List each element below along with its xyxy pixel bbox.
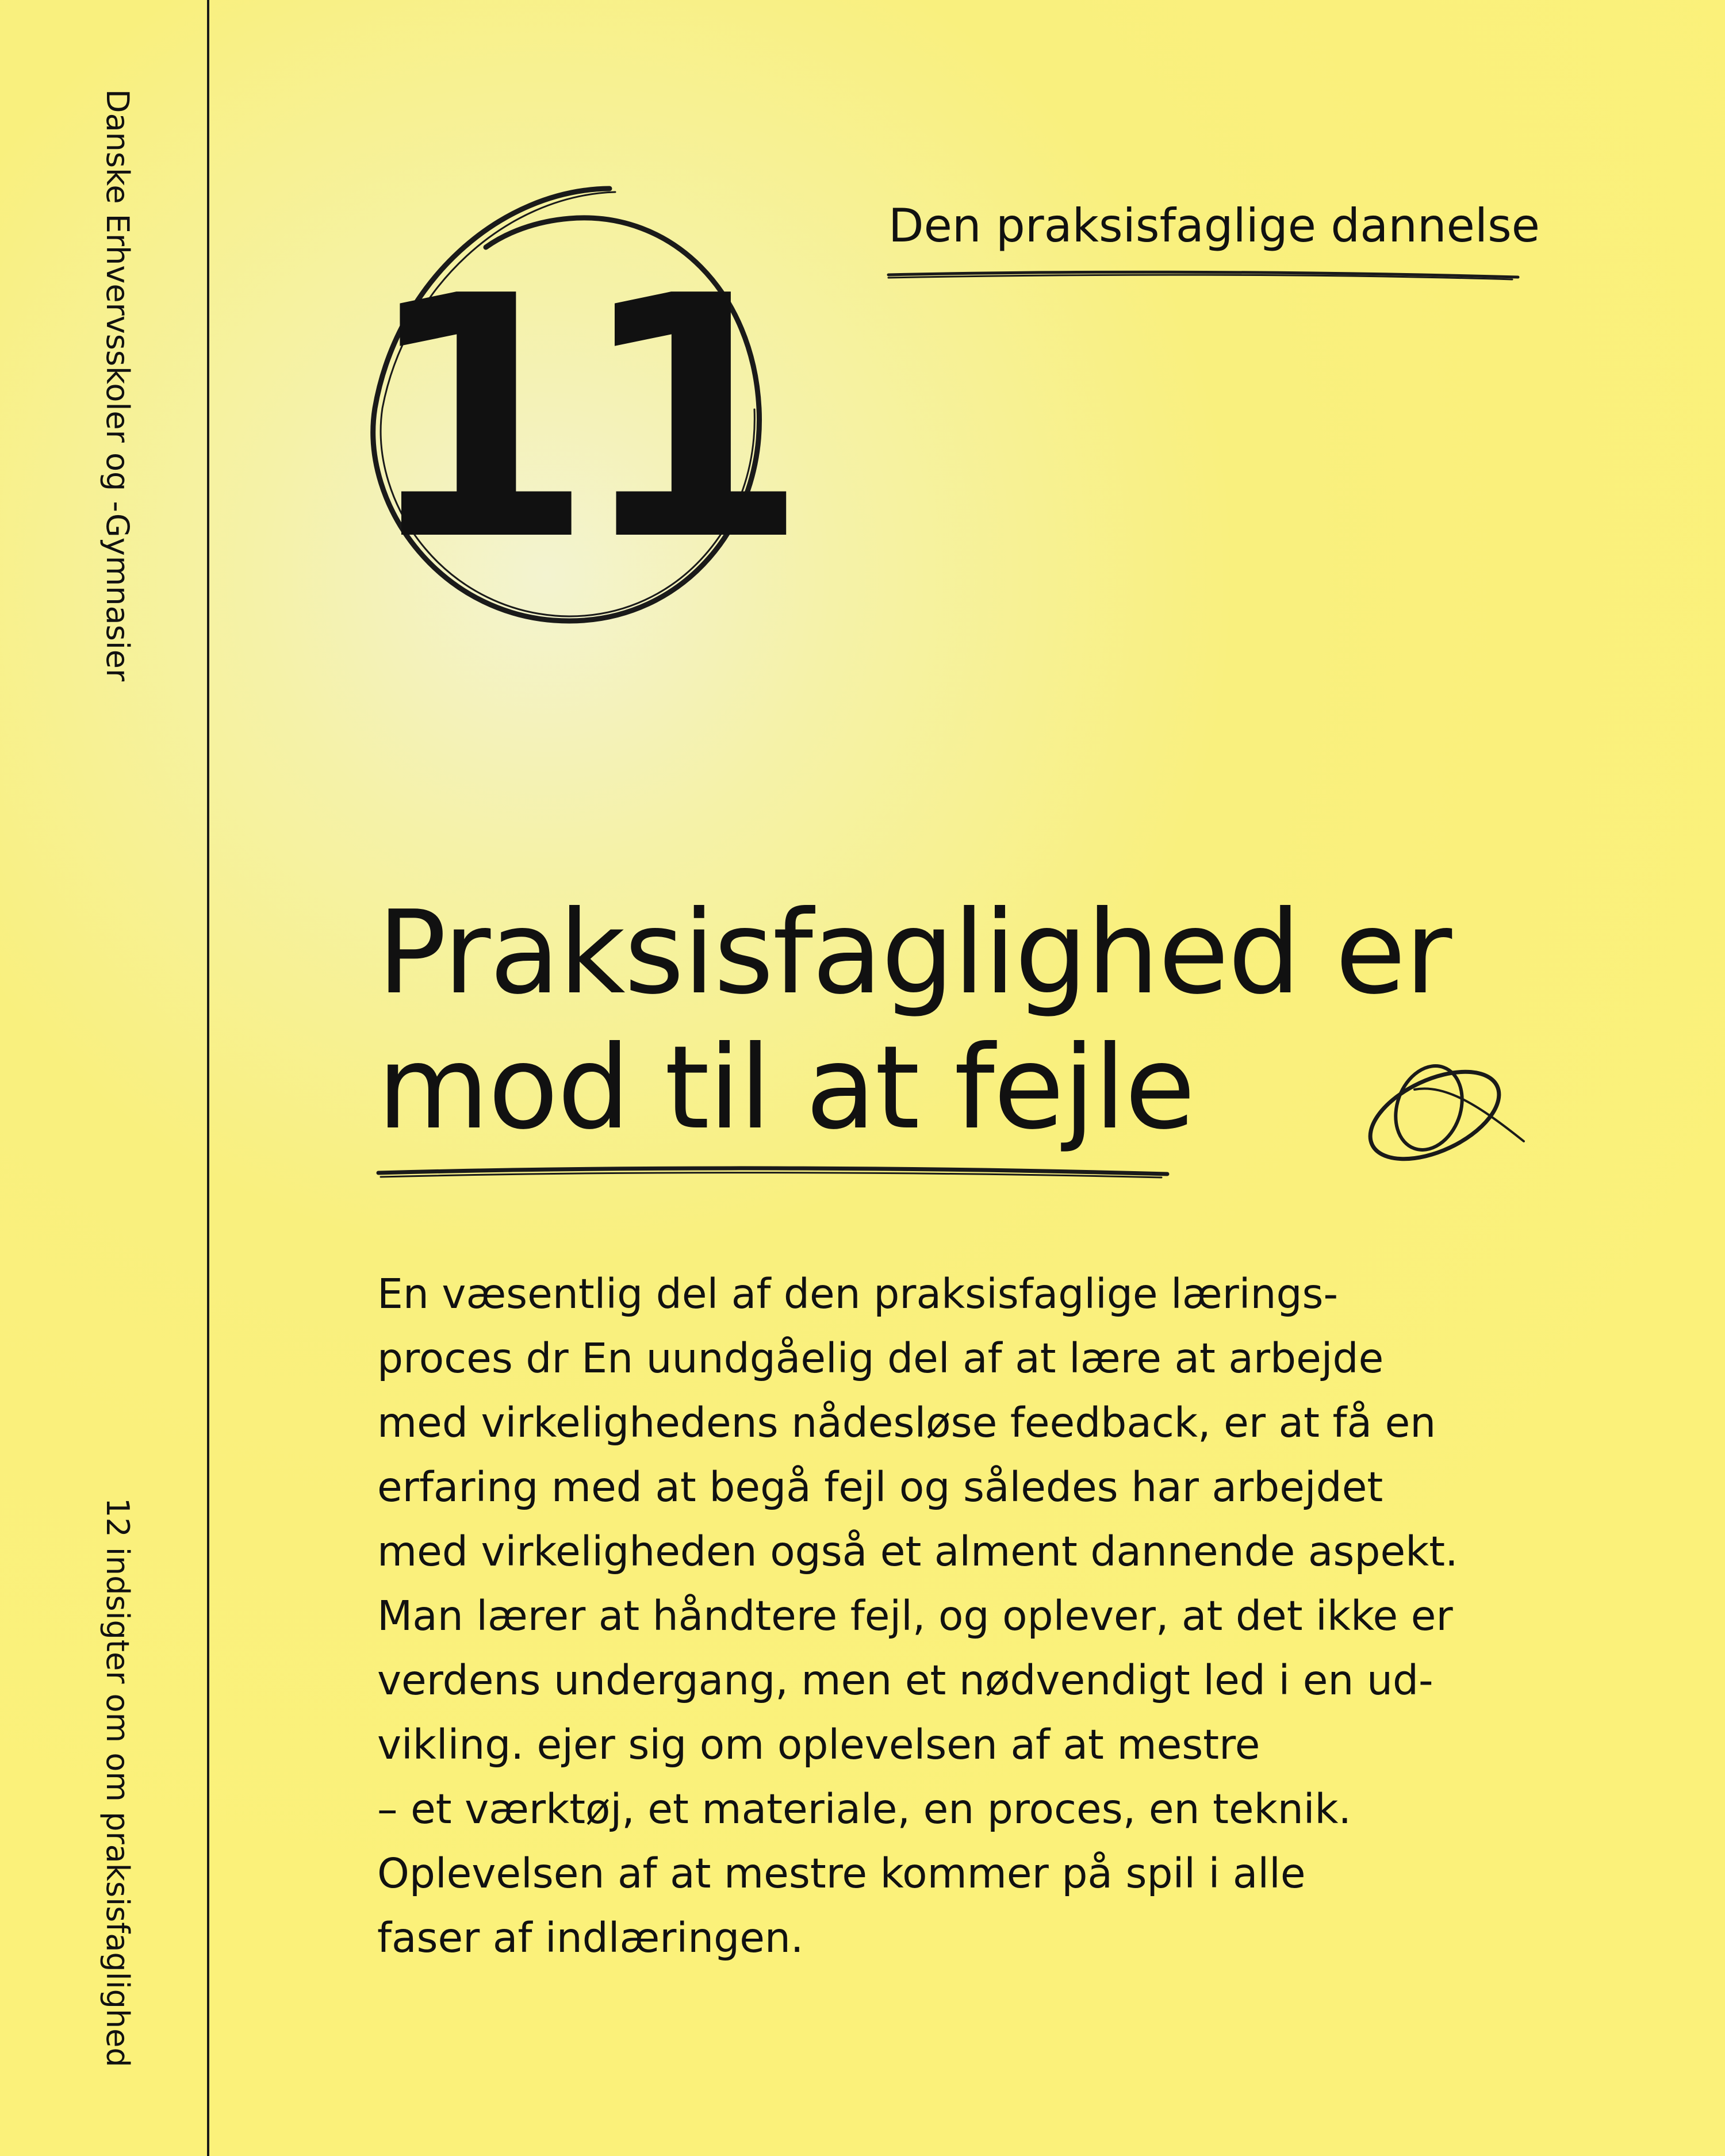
body-line: Oplevelsen af at mestre kommer på spil i alle: [377, 1850, 1306, 1897]
body-line: med virkelighedens nådesløse feedback, er at få en: [377, 1399, 1436, 1447]
body-line: En væsentlig del af den praksisfaglige lærings-: [377, 1270, 1339, 1318]
chapter-number: 11: [362, 225, 792, 613]
chapter-number-badge: [362, 184, 792, 638]
body-line: erfaring med at begå fejl og således har arbejdet: [377, 1463, 1383, 1511]
headline-line-1: Praksisfaglighed er: [377, 886, 1451, 1020]
headline-line-2: mod til at fejle: [377, 1021, 1195, 1155]
body-line: – et værktøj, et materiale, en proces, en teknik.: [377, 1785, 1352, 1833]
spine-publisher: Danske Erhvervsskoler og -Gymnasier: [99, 89, 136, 682]
body-line: med virkeligheden også et alment dannende aspekt.: [377, 1528, 1458, 1575]
body-line: Man lærer at håndtere fejl, og oplever, at det ikke er: [377, 1592, 1453, 1640]
body-line: verdens undergang, men et nødvendigt led i en ud-: [377, 1656, 1433, 1704]
scribble-ornament-icon: [1360, 1055, 1532, 1170]
body-line: vikling. ejer sig om oplevelsen af at mestre: [377, 1721, 1260, 1768]
section-title: Den praksisfaglige dannelse: [888, 199, 1540, 252]
body-text: [377, 1262, 1631, 1970]
body-line: proces dr En uundgåelig del af at lære at arbejde: [377, 1334, 1384, 1382]
spine-series-title: 12 indsigter om om praksisfaglighed: [99, 1498, 136, 2067]
spine-divider: [207, 0, 209, 2156]
body-line: faser af indlæringen.: [377, 1914, 804, 1962]
